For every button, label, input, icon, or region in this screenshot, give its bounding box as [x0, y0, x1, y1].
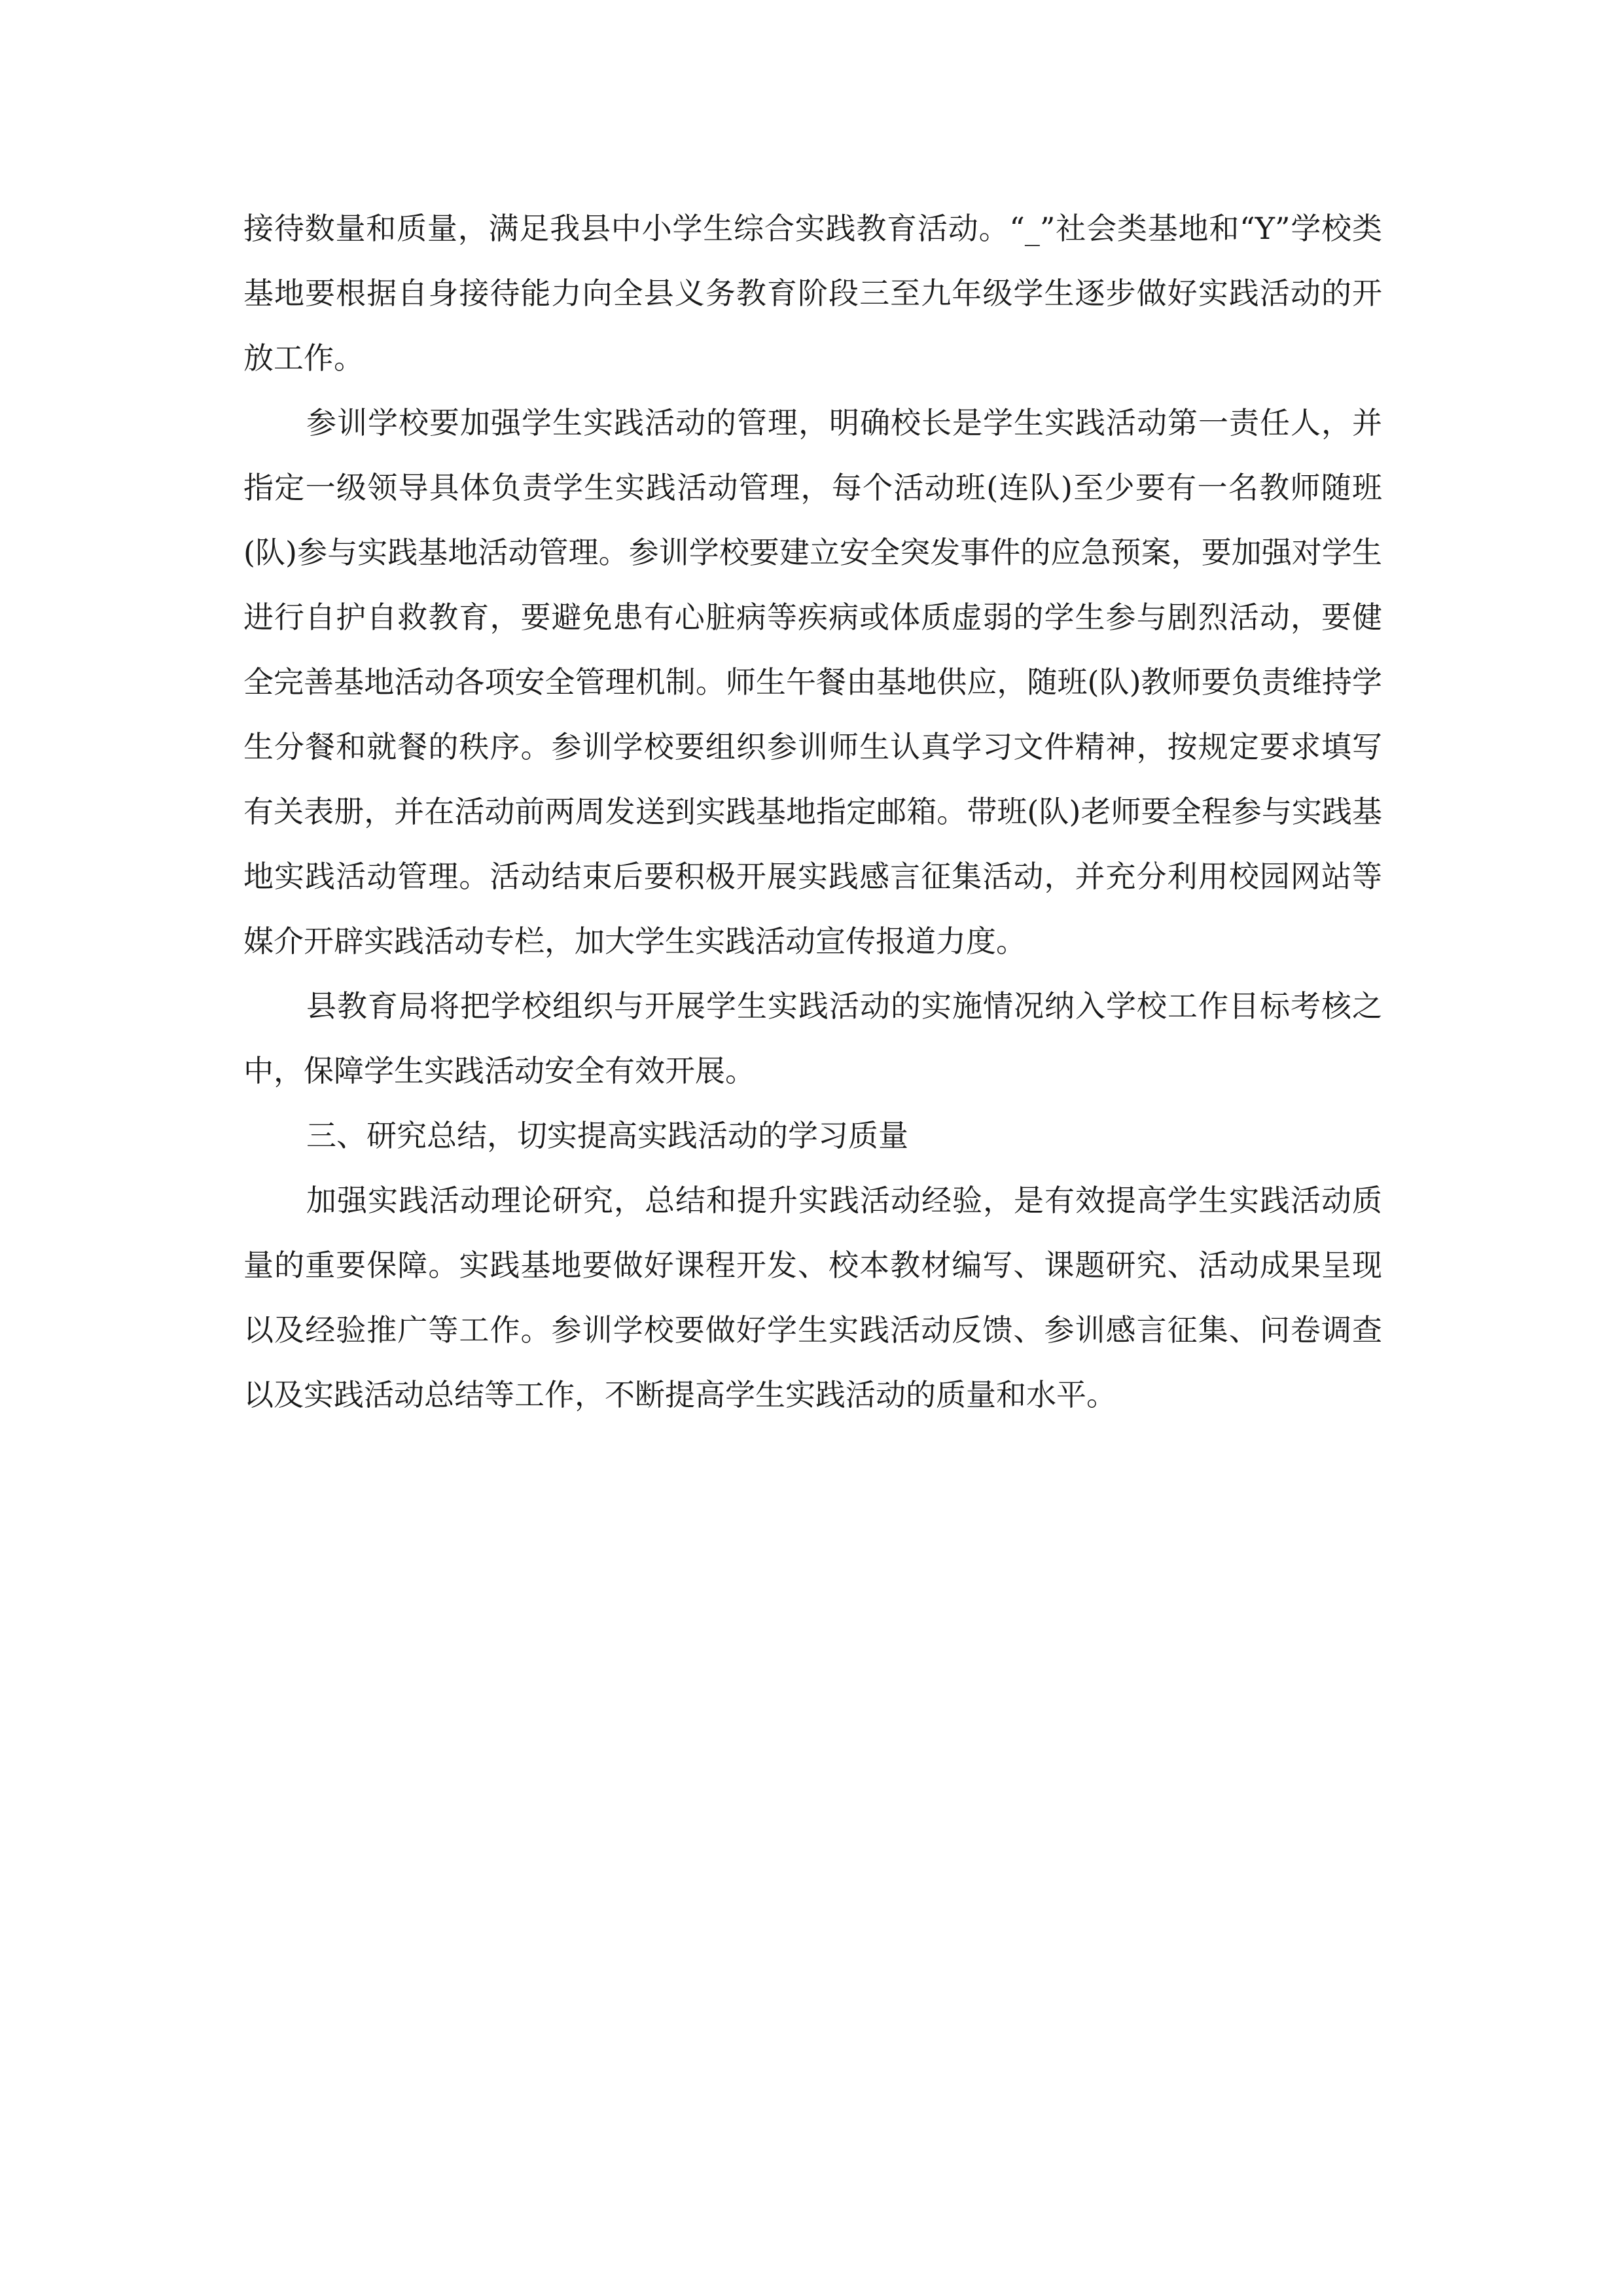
document-body: [243, 196, 1382, 1427]
paragraph-assessment: 县教育局将把学校组织与开展学生实践活动的实施情况纳入学校工作目标考核之中，保障学生实践活动安全有效开展。: [243, 988, 1382, 1088]
paragraph-school-management: 参训学校要加强学生实践活动的管理，明确校长是学生实践活动第一责任人，并指定一级领导具体负责学生实践活动管理，每个活动班(连队)至少要有一名教师随班(队)参与实践基地活动管理。参训学校要建立安全突发事件的应急预案，要加强对学生进行自护自救教育，要避免患有心脏病等疾病或体质虚弱的学生参与剧烈活动，要健全完善基地活动各项安全管理机制。师生午餐由基地供应，随班(队)教师要负责维持学生分餐和就餐的秩序。参训学校要组织参训师生认真学习文件精神，按规定要求填写有关表册，并在活动前两周发送到实践基地指定邮箱。带班(队)老师要全程参与实践基地实践活动管理。活动结束后要积极开展实践感言征集活动，并充分利用校园网站等媒介开辟实践活动专栏，加大学生实践活动宣传报道力度。: [243, 405, 1382, 959]
section-heading: 三、研究总结，切实提高实践活动的学习质量: [306, 1118, 908, 1153]
paragraph-continuation: 接待数量和质量，满足我县中小学生综合实践教育活动。“_”社会类基地和“Y”学校类基地要根据自身接待能力向全县义务教育阶段三至九年级学生逐步做好实践活动的开放工作。: [243, 211, 1382, 376]
paragraph-research-summary: 加强实践活动理论研究，总结和提升实践活动经验，是有效提高学生实践活动质量的重要保障。实践基地要做好课程开发、校本教材编写、课题研究、活动成果呈现以及经验推广等工作。参训学校要做好学生实践活动反馈、参训感言征集、问卷调查以及实践活动总结等工作，不断提高学生实践活动的质量和水平。: [243, 1183, 1382, 1412]
